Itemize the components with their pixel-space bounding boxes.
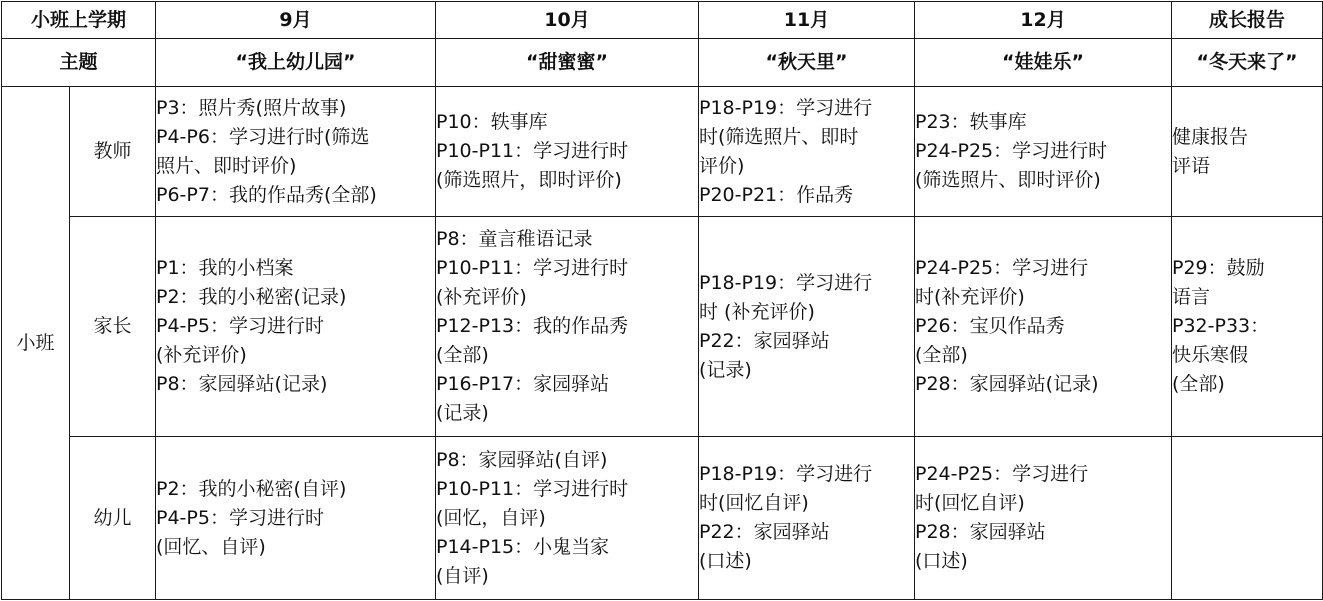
cell-line: P28：家园驿站(记录) bbox=[915, 373, 1099, 395]
teacher-cell-dec bbox=[915, 87, 1172, 217]
cell-line: (补充评价) bbox=[156, 344, 247, 366]
cell-line: (回忆，自评) bbox=[436, 506, 546, 529]
role-label-child: 幼儿 bbox=[70, 437, 156, 600]
child-cell-sep bbox=[156, 437, 436, 600]
cell-line: 评语 bbox=[1172, 154, 1211, 177]
term-header: 小班上学期 bbox=[2, 2, 156, 39]
grade-label: 小班 bbox=[2, 87, 70, 600]
cell-line: (记录) bbox=[699, 358, 752, 381]
cell-line: P2：我的小秘密(自评) bbox=[156, 477, 347, 500]
cell-line: P29：鼓励 bbox=[1172, 257, 1265, 279]
cell-line: (筛选照片、即时评价) bbox=[915, 169, 1101, 191]
cell-line: 快乐寒假 bbox=[1172, 344, 1249, 366]
parent-cell-nov bbox=[699, 217, 915, 437]
cell-line: P8：家园驿站(记录) bbox=[156, 373, 328, 395]
cell-line: P10：轶事库 bbox=[436, 111, 548, 133]
cell-line: P18-P19：学习进行 bbox=[699, 96, 873, 119]
cell-line: (补充评价) bbox=[436, 286, 527, 308]
cell-line: P24-P25：学习进行 bbox=[915, 257, 1089, 279]
theme-oct: “甜蜜蜜” bbox=[436, 39, 699, 87]
role-label-teacher: 教师 bbox=[70, 87, 156, 217]
cell-line: (口述) bbox=[915, 550, 968, 572]
cell-line: 语言 bbox=[1172, 286, 1211, 308]
cell-line: 时(回忆自评) bbox=[699, 492, 809, 514]
curriculum-table bbox=[1, 1, 1323, 600]
theme-report: “冬天来了” bbox=[1172, 39, 1323, 87]
parent-cell-sep bbox=[156, 217, 436, 437]
cell-line: P8：家园驿站(自评) bbox=[436, 448, 608, 471]
cell-line: P22：家园驿站 bbox=[699, 521, 830, 543]
cell-line: P3：照片秀(照片故事) bbox=[156, 96, 347, 119]
teacher-cell-report bbox=[1172, 87, 1323, 217]
cell-line: 时(回忆自评) bbox=[915, 492, 1025, 514]
cell-line: 时(补充评价) bbox=[915, 286, 1025, 308]
cell-line: P23：轶事库 bbox=[915, 111, 1027, 133]
child-cell-dec bbox=[915, 437, 1172, 600]
cell-line: 时 (补充评价) bbox=[699, 300, 815, 323]
cell-line: P22：家园驿站 bbox=[699, 329, 830, 352]
cell-line: (口述) bbox=[699, 550, 752, 572]
child-cell-nov bbox=[699, 437, 915, 600]
month-header-oct: 10月 bbox=[436, 2, 699, 39]
cell-line: P10-P11：学习进行时 bbox=[436, 140, 629, 162]
month-header-sep: 9月 bbox=[156, 2, 436, 39]
cell-line: P8：童言稚语记录 bbox=[436, 228, 593, 250]
cell-line: (筛选照片，即时评价) bbox=[436, 169, 622, 191]
parent-cell-report bbox=[1172, 217, 1323, 437]
cell-line: (全部) bbox=[436, 344, 489, 366]
cell-line: P18-P19：学习进行 bbox=[699, 271, 873, 294]
cell-line: (全部) bbox=[1172, 373, 1225, 395]
teacher-cell-sep bbox=[156, 87, 436, 217]
cell-line: P28：家园驿站 bbox=[915, 521, 1046, 543]
cell-line: P24-P25：学习进行时 bbox=[915, 140, 1108, 162]
child-cell-oct bbox=[436, 437, 699, 600]
teacher-cell-oct bbox=[436, 87, 699, 217]
theme-sep: “我上幼儿园” bbox=[156, 39, 436, 87]
theme-nov: “秋天里” bbox=[699, 39, 915, 87]
cell-line: 时(筛选照片、即时 bbox=[699, 125, 859, 148]
cell-line: P10-P11：学习进行时 bbox=[436, 477, 629, 500]
child-cell-report bbox=[1172, 437, 1323, 600]
teacher-row bbox=[2, 87, 1323, 217]
cell-line: P4-P5：学习进行时 bbox=[156, 315, 324, 337]
role-label-parent: 家长 bbox=[70, 217, 156, 437]
parent-cell-oct bbox=[436, 217, 699, 437]
month-header-dec: 12月 bbox=[915, 2, 1172, 39]
child-row bbox=[2, 437, 1323, 600]
cell-line: (自评) bbox=[436, 564, 489, 587]
cell-line: P18-P19：学习进行 bbox=[699, 463, 873, 485]
month-header-nov: 11月 bbox=[699, 2, 915, 39]
theme-label: 主题 bbox=[2, 39, 156, 87]
cell-line: P32-P33： bbox=[1172, 315, 1270, 337]
cell-line: P24-P25：学习进行 bbox=[915, 463, 1089, 485]
teacher-cell-nov bbox=[699, 87, 915, 217]
cell-line: (回忆、自评) bbox=[156, 535, 266, 558]
cell-line: P14-P15：小鬼当家 bbox=[436, 535, 610, 558]
header-row bbox=[2, 2, 1323, 39]
cell-line: P1：我的小档案 bbox=[156, 257, 294, 279]
cell-line: 健康报告 bbox=[1172, 125, 1249, 148]
cell-line: (全部) bbox=[915, 344, 968, 366]
cell-line: P4-P6：学习进行时(筛选 bbox=[156, 125, 370, 148]
cell-line: P16-P17：家园驿站 bbox=[436, 373, 610, 395]
cell-line: P2：我的小秘密(记录) bbox=[156, 286, 347, 308]
cell-line: P4-P5：学习进行时 bbox=[156, 506, 324, 529]
cell-line: P20-P21：作品秀 bbox=[699, 183, 854, 206]
cell-line: 评价) bbox=[699, 154, 745, 177]
cell-line: 照片、即时评价) bbox=[156, 154, 297, 177]
cell-line: P6-P7：我的作品秀(全部) bbox=[156, 183, 377, 206]
parent-cell-dec bbox=[915, 217, 1172, 437]
cell-line: P26：宝贝作品秀 bbox=[915, 315, 1065, 337]
theme-row bbox=[2, 39, 1323, 87]
parent-row bbox=[2, 217, 1323, 437]
cell-line: P10-P11：学习进行时 bbox=[436, 257, 629, 279]
cell-line: P12-P13：我的作品秀 bbox=[436, 315, 629, 337]
cell-line: (记录) bbox=[436, 402, 489, 424]
theme-dec: “娃娃乐” bbox=[915, 39, 1172, 87]
growth-report-header: 成长报告 bbox=[1172, 2, 1323, 39]
